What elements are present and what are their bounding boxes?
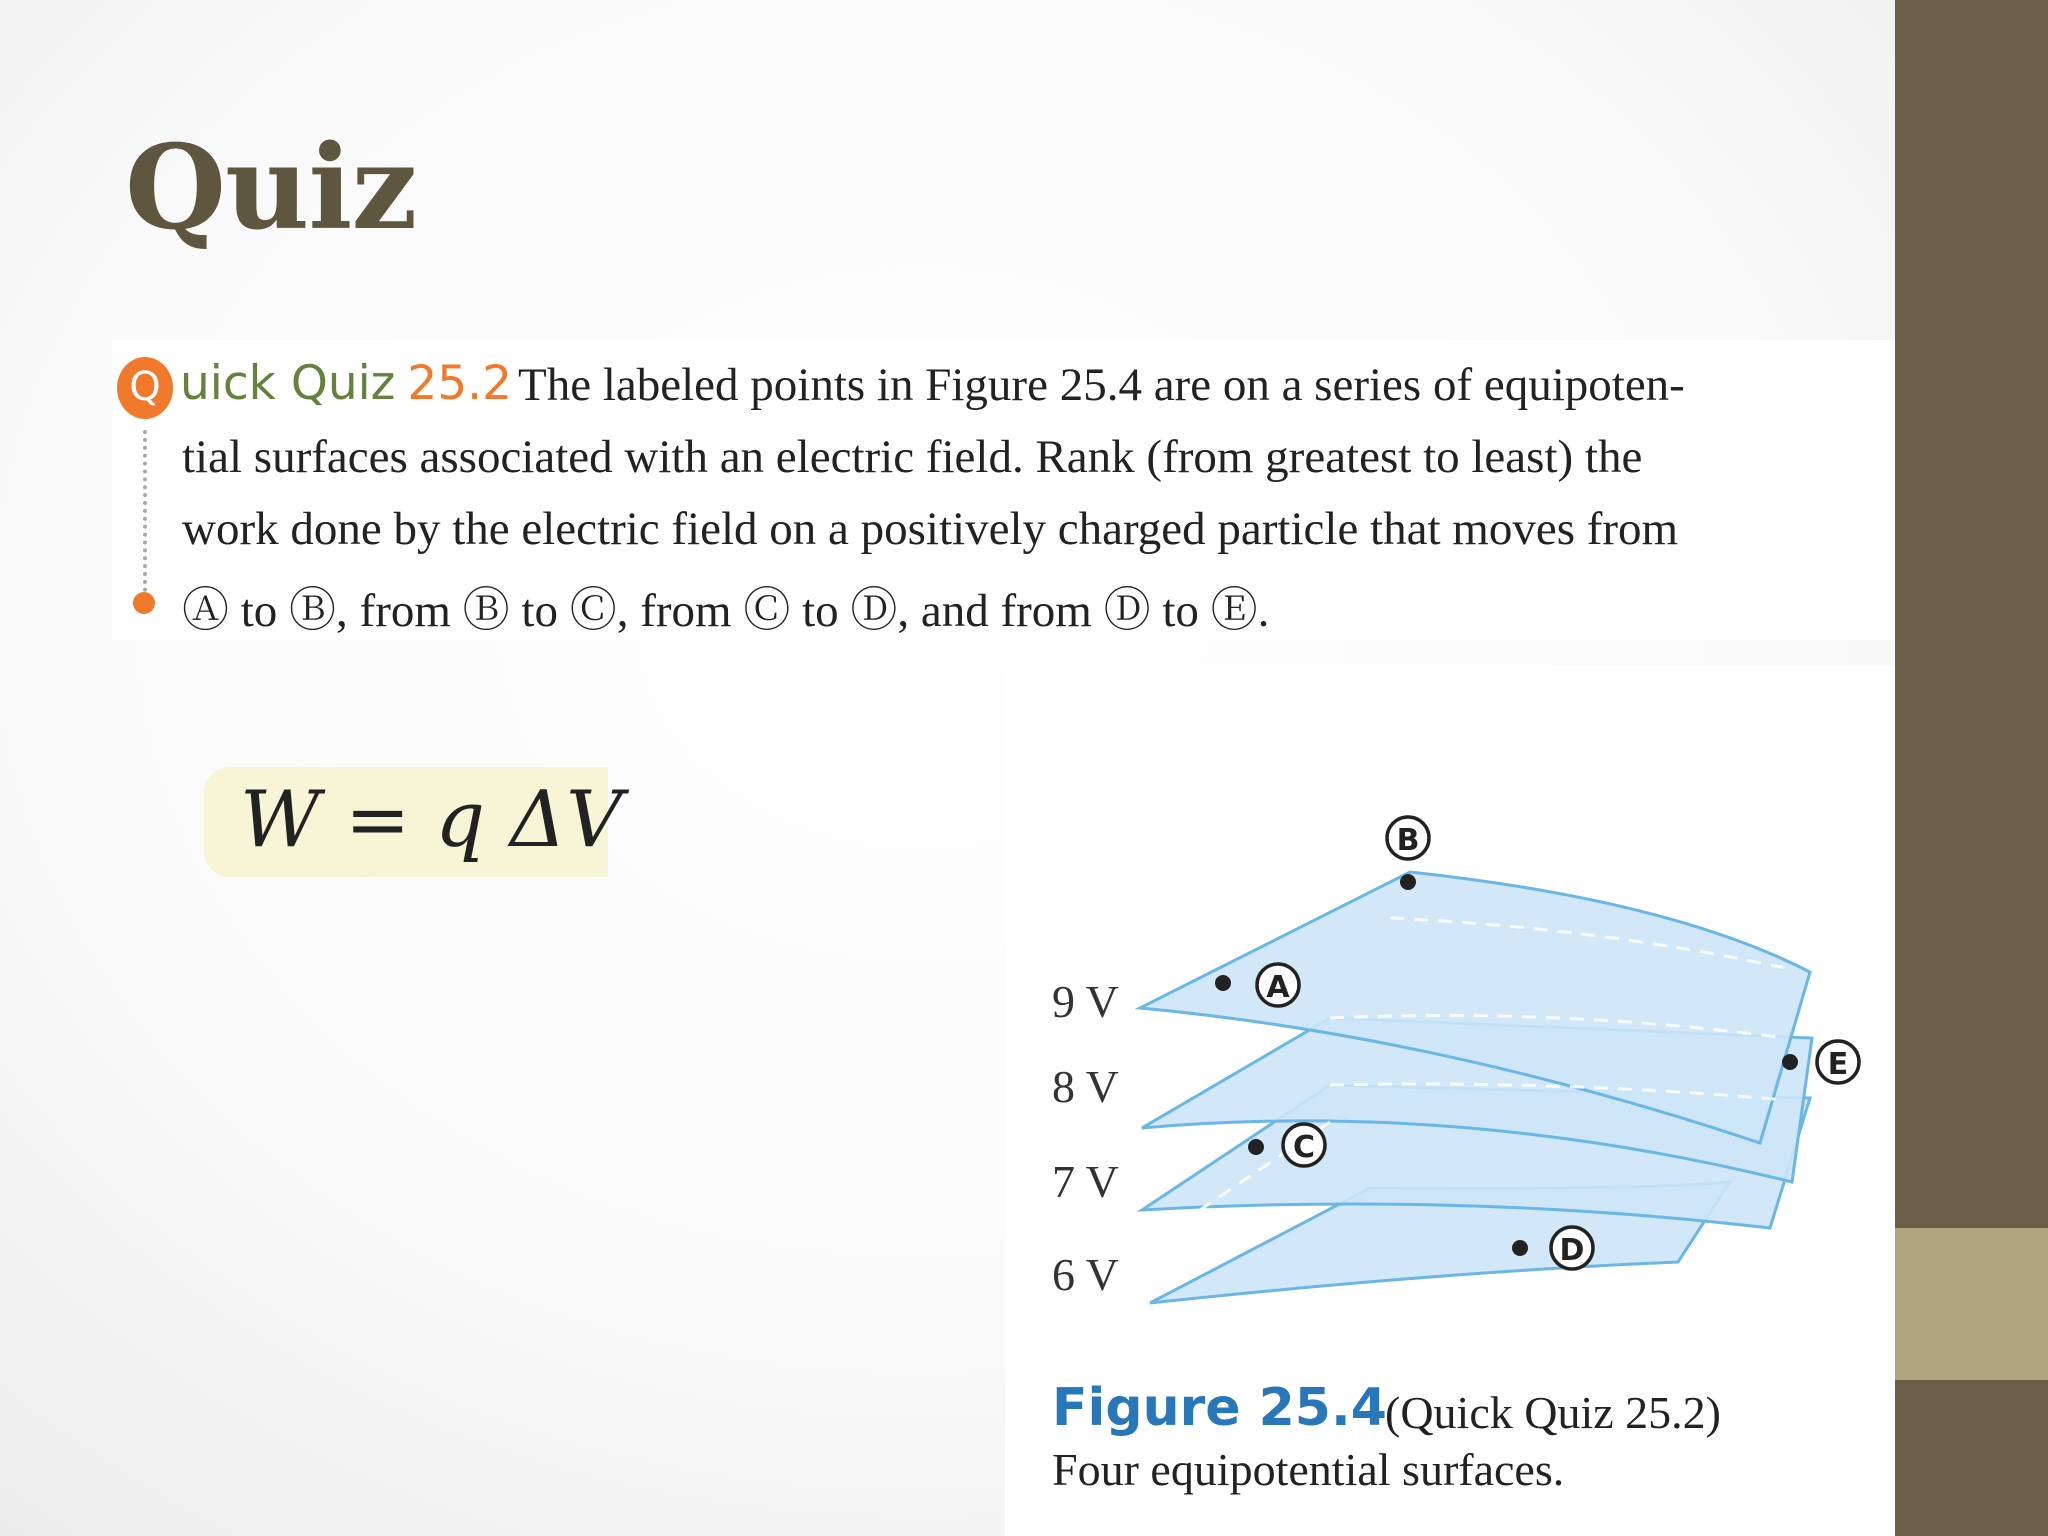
quiz-text-line-2: tial surfaces associated with an electric field. Rank (from greatest to least) the xyxy=(182,431,1643,483)
point-c-letter: C xyxy=(1292,1130,1316,1165)
figure-caption-description: Four equipotential surfaces. xyxy=(1052,1444,1565,1495)
point-c-dot xyxy=(1248,1139,1264,1155)
point-e-dot xyxy=(1782,1054,1798,1070)
point-d-dot xyxy=(1512,1240,1528,1256)
formula-box xyxy=(204,767,623,877)
sidebar-accent-block xyxy=(1895,1228,2048,1380)
point-b-dot xyxy=(1400,874,1416,890)
quiz-label-number: 25.2 xyxy=(407,356,513,411)
surface-label-8v: 8 V xyxy=(1052,1061,1119,1112)
quiz-label xyxy=(180,356,512,411)
quiz-text-line-4: Ⓐ to Ⓑ, from Ⓑ to Ⓒ, from Ⓒ to Ⓓ, and from Ⓓ to Ⓔ. xyxy=(182,585,1270,637)
dotted-rule xyxy=(143,430,147,592)
slide-title: Quiz xyxy=(125,120,417,256)
figure-caption-title: Figure 25.4 xyxy=(1052,1378,1387,1438)
point-d-letter: D xyxy=(1559,1233,1585,1268)
surface-label-7v: 7 V xyxy=(1052,1156,1119,1207)
quiz-text-line-3: work done by the electric field on a positively charged particle that moves from xyxy=(182,503,1679,555)
formula-text: W = q ΔV xyxy=(240,775,623,865)
figure-caption-subtitle: (Quick Quiz 25.2) xyxy=(1385,1387,1721,1438)
point-a-letter: A xyxy=(1266,970,1290,1005)
bullet-dot-icon xyxy=(133,592,155,614)
equipotential-figure xyxy=(1040,810,1880,1330)
point-a-dot xyxy=(1215,975,1231,991)
point-e-letter: E xyxy=(1827,1047,1849,1082)
point-b-letter: B xyxy=(1396,823,1420,858)
surface-label-9v: 9 V xyxy=(1052,976,1119,1027)
quiz-text-line-1: The labeled points in Figure 25.4 are on a series of equipoten- xyxy=(518,359,1685,411)
surface-label-6v: 6 V xyxy=(1052,1249,1119,1300)
quiz-label-word: uick Quiz xyxy=(180,356,396,411)
quiz-badge-icon: Q xyxy=(117,357,173,419)
